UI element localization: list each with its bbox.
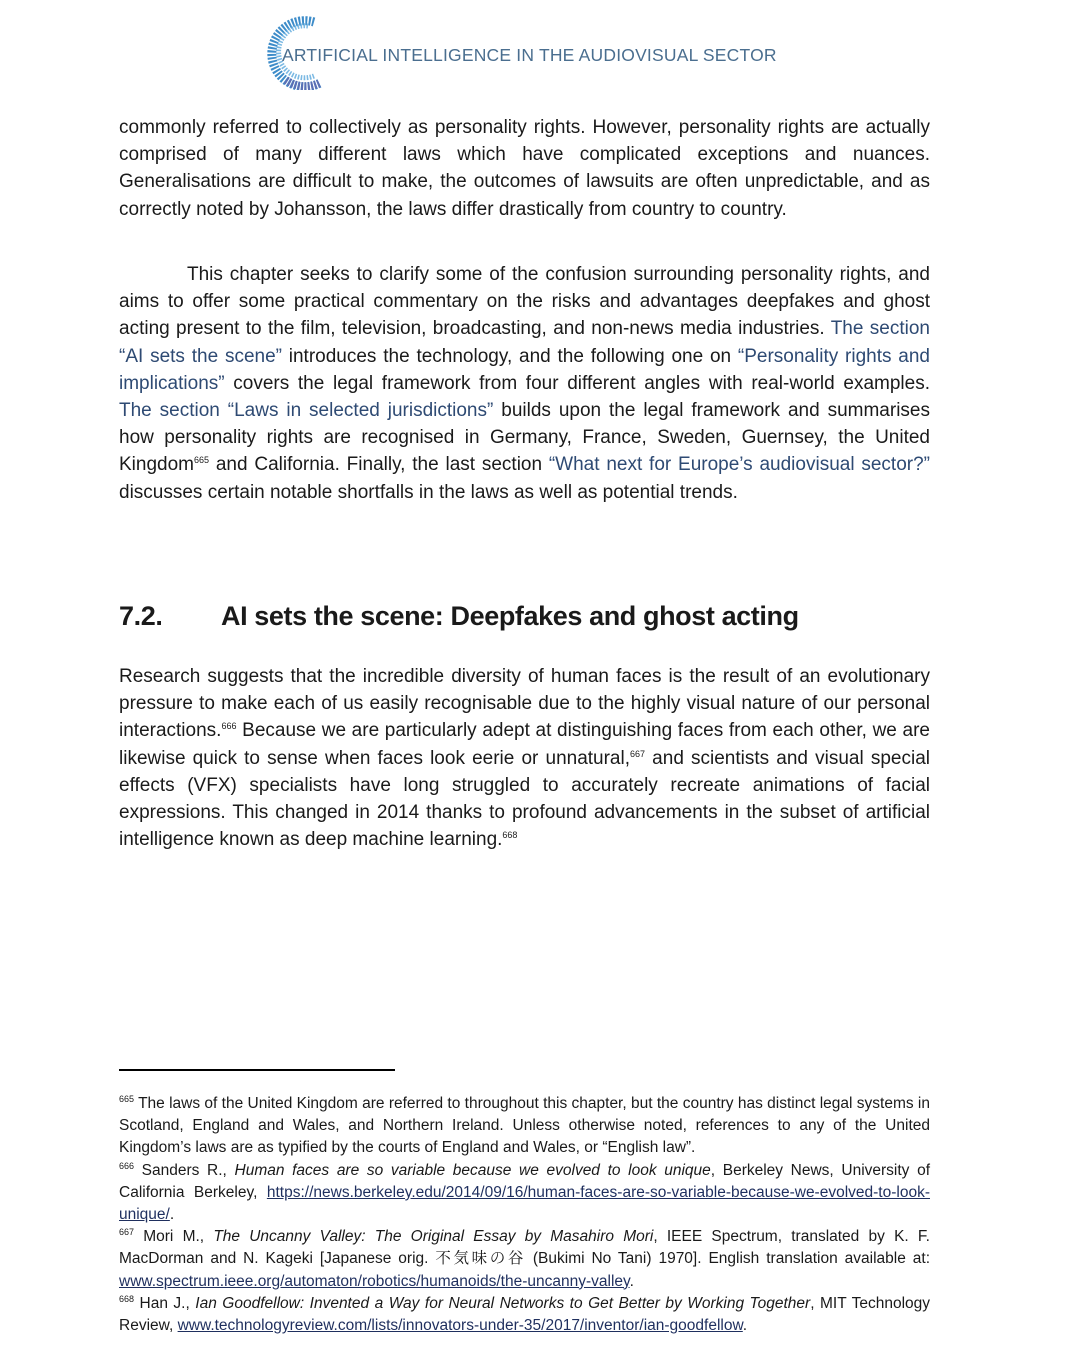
intro-paragraph-2: This chapter seeks to clarify some of the confusion surrounding personality rights, and aims to offer some practical commentary on the risks and advantages deepfakes and ghost acting present to the film, television, broadcasting, and non-news media industries. The section “AI sets the scene” introduces the technology, and the following one on “Personality rights and implications” covers the legal framework from four different angles with real-world examples. The section “Laws in selected jurisdictions” builds upon the legal framework and summarises how personality rights are recognised in Germany, France, Sweden, Guernsey, the United Kingdom$^{665}$ and California. Finally, the last section “What next for Europe’s audiovisual sector?” discusses certain notable shortfalls in the laws as well as potential trends. <box>119 264 930 503</box>
section-number: 7.2. <box>119 601 163 631</box>
footnote-ref-667[interactable]: 667 <box>630 748 646 759</box>
footnote-666: $^{666}$ Sanders R., Human faces are so variable because we evolved to look unique, Berkeley News, University of California Berkeley, https://news.berkeley.edu/2014/09/16/human-faces-are-so-variable-because-we-evolved-to-look-unique/. <box>119 1160 930 1224</box>
xref-laws-in-jurisdictions[interactable]: The section “Laws in selected jurisdictions” <box>119 400 494 422</box>
footnote-667: $^{667}$ Mori M., The Uncanny Valley: The Original Essay by Masahiro Mori, IEEE Spectrum, translated by K. F. MacDorman and N. Kageki [Japanese orig. 不気味の谷 (Bukimi No Tani) 1970]. English translation available at: www.spectrum.ieee.org/automaton/robotics/humanoids/the-uncanny-valley. <box>119 1227 930 1290</box>
footnote-ref-665[interactable]: 665 <box>194 455 210 466</box>
intro-paragraph-1: commonly referred to collectively as personality rights. However, personality rights are actually comprised of many different laws which have complicated exceptions and nuances. Generalisations are difficult to make, the outcomes of lawsuits are often unpredictable, and as correctly noted by Johansson, the laws differ drastically from country to country. <box>119 117 930 220</box>
footnote-667-link[interactable]: www.spectrum.ieee.org/automaton/robotics/humanoids/the-uncanny-valley <box>119 1272 630 1290</box>
running-header-title: ARTIFICIAL INTELLIGENCE IN THE AUDIOVISUAL SECTOR <box>282 45 777 65</box>
footnotes <box>119 1093 930 1337</box>
footnote-668-link[interactable]: www.technologyreview.com/lists/innovators-under-35/2017/inventor/ian-goodfellow <box>177 1317 743 1335</box>
xref-ai-sets-the-scene[interactable]: The section “AI sets the scene” <box>119 318 930 367</box>
footnote-665: $^{665}$ The laws of the United Kingdom are referred to throughout this chapter, but the country has distinct legal systems in Scotland, England and Wales, and Northern Ireland. Unless otherwise noted, references to any of the United Kingdom’s laws are as typified by the courts of England and Wales, or “English law”. <box>119 1094 930 1157</box>
footnote-668: $^{668}$ Han J., Ian Goodfellow: Invented a Way for Neural Networks to Get Better by Working Together, MIT Technology Review, www.technologyreview.com/lists/innovators-under-35/2017/inventor/ian-goodfellow. <box>119 1293 930 1335</box>
footnote-666-link[interactable]: https://news.berkeley.edu/2014/09/16/human-faces-are-so-variable-because-we-evolved-to-look-unique/ <box>119 1183 930 1224</box>
section-heading <box>119 601 799 632</box>
footnote-ref-668[interactable]: 668 <box>502 830 518 841</box>
footnote-separator <box>119 1069 395 1071</box>
xref-what-next-europe[interactable]: “What next for Europe’s audiovisual sector?” <box>548 454 930 476</box>
section-title: AI sets the scene: Deepfakes and ghost acting <box>221 601 799 631</box>
page-header <box>252 10 852 90</box>
section-paragraph: Research suggests that the incredible diversity of human faces is the result of an evolutionary pressure to make each of us easily recognisable due to the highly visual nature of our personal interactions.$^{666}$ Because we are particularly adept at distinguishing faces from each other, we are likewise quick to sense when faces look eerie or unnatural,$^{667}$ and scientists and visual special effects (VFX) specialists have long struggled to accurately recreate animations of facial expressions. This changed in 2014 thanks to profound advancements in the subset of artificial intelligence known as deep machine learning.$^{668}$ <box>119 666 930 851</box>
footnote-ref-666[interactable]: 666 <box>221 721 237 732</box>
xref-personality-rights[interactable]: “Personality rights and implications” <box>119 345 930 394</box>
